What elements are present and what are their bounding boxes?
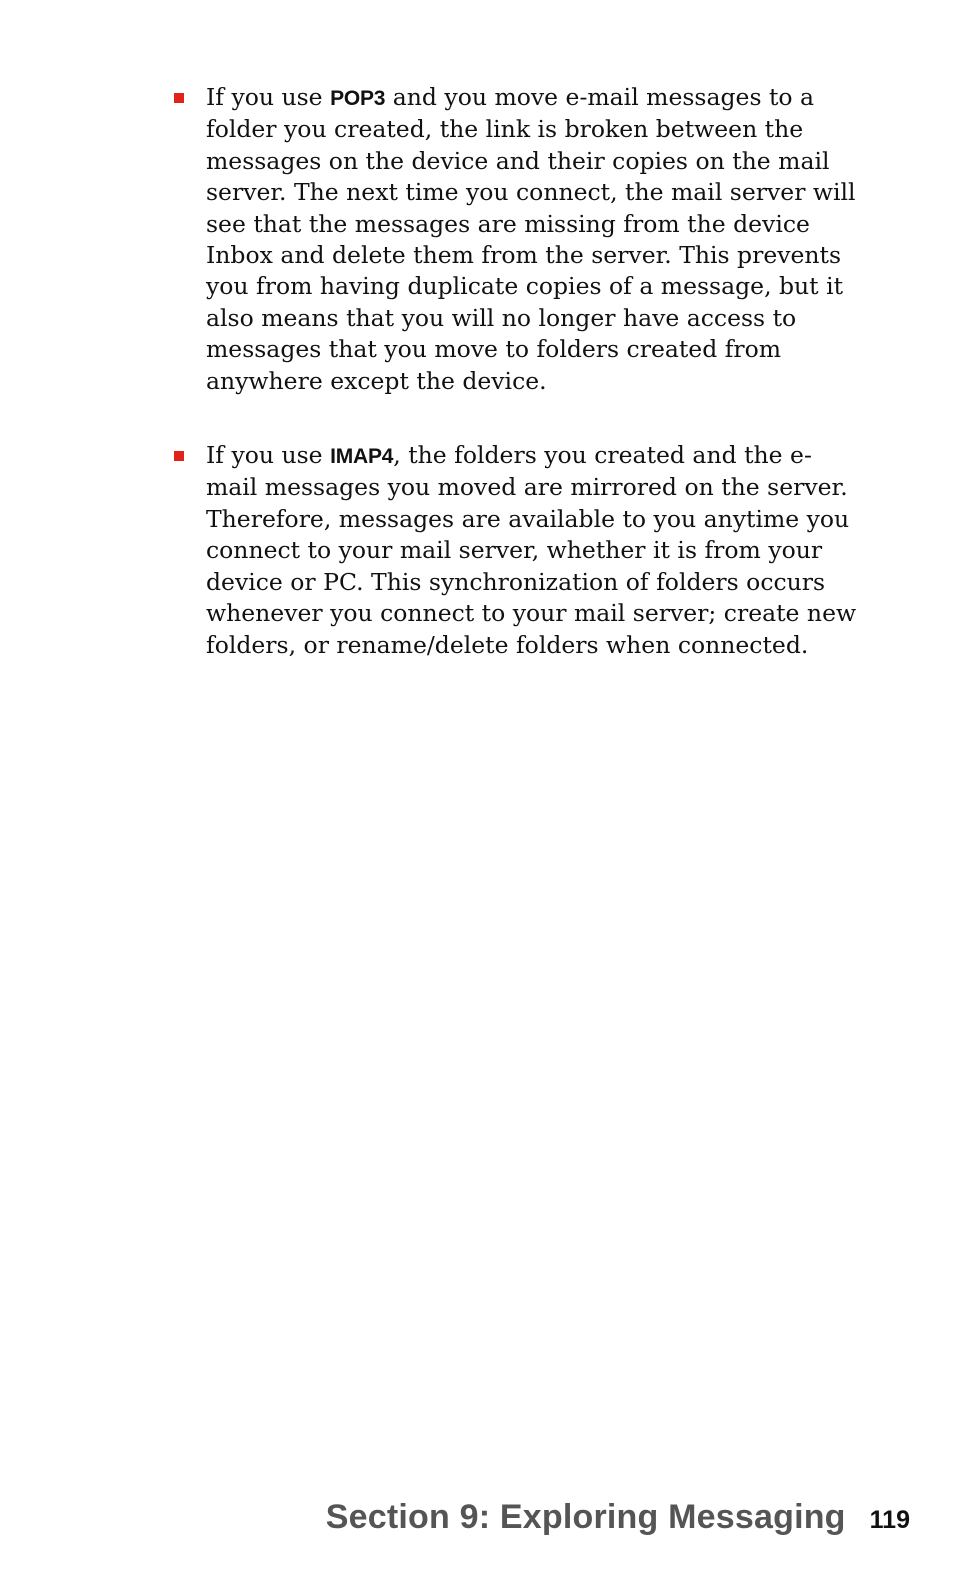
square-bullet-icon — [174, 451, 184, 461]
page-footer — [326, 1498, 910, 1537]
term-imap4: IMAP4 — [330, 445, 394, 469]
section-title: Section 9: Exploring Messaging — [325, 1498, 846, 1536]
square-bullet-icon — [174, 93, 184, 103]
bullet-prefix: If you use — [206, 83, 331, 111]
term-pop3: POP3 — [330, 87, 386, 110]
bullet-item-imap4 — [172, 440, 862, 661]
document-body — [172, 82, 862, 704]
bullet-item-pop3 — [172, 82, 862, 397]
page-number: 119 — [869, 1506, 910, 1534]
bullet-prefix: If you use — [206, 441, 331, 470]
bullet-text: , the folders you created and the e-mail messages you moved are mirrored on the server. Therefore, messages are available to you anytime you connect to your mail server, whether it is from your device or PC. This synchronization of folders occurs whenever you connect to your mail server; create new folders, or rename/delete folders when connected. — [206, 441, 857, 659]
bullet-text: and you move e-mail messages to a folder you created, the link is broken between the messages on the device and their copies on the mail server. The next time you connect, the mail server will see that the messages are missing from the device Inbox and delete them from the server. This prevents you from having duplicate copies of a message, but it also means that you will no longer have access to messages that you move to folders created from anywhere except the device. — [206, 83, 856, 395]
